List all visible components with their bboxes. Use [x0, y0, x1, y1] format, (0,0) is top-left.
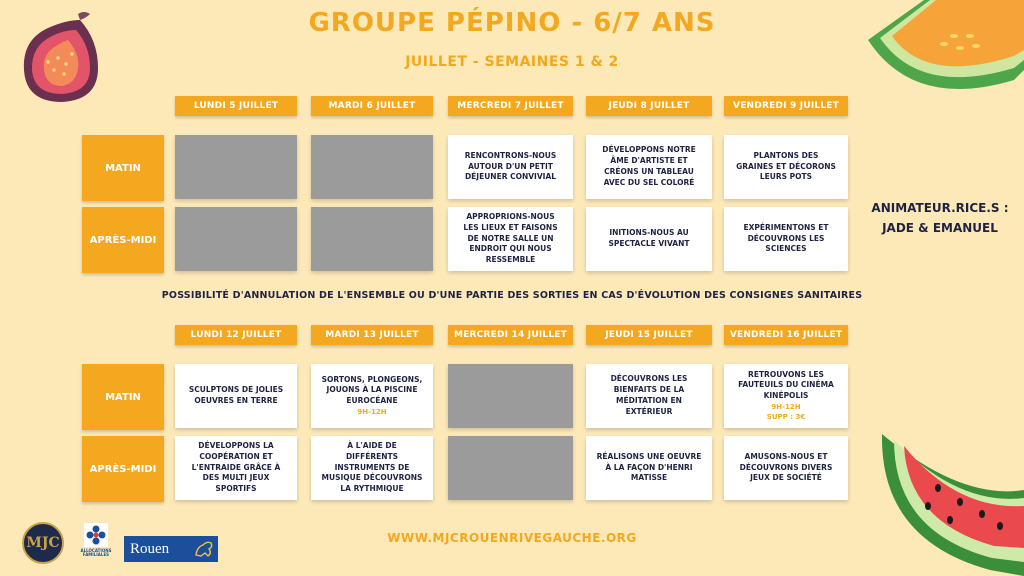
- cell-extra: SUPP : 3€: [766, 413, 806, 422]
- week1-day-4: JEUDI 8 JUILLET: [586, 96, 712, 116]
- week1-day-1: LUNDI 5 JUILLET: [175, 96, 297, 116]
- week2-morning-mon: [175, 364, 297, 428]
- sanitary-notice: POSSIBILITÉ D'ANNULATION DE L'ENSEMBLE OU D'UNE PARTIE DES SORTIES EN CAS D'ÉVOLUTION DES CONSIGNES SANITAIRES: [161, 290, 863, 301]
- cell-text: PLANTONS DES GRAINES ET DÉCORONS LEURS POTS: [736, 150, 836, 182]
- rouen-logo-text: Rouen: [130, 540, 170, 557]
- animators-names: JADE & EMANUEL: [882, 221, 998, 236]
- cell-text: RÉALISONS UNE OEUVRE À LA FAÇON D'HENRI MATISSE: [596, 451, 702, 483]
- cell-text: SCULPTONS DE JOLIES OEUVRES EN TERRE: [188, 385, 284, 405]
- watermelon-icon: [880, 430, 1024, 576]
- week1-morning-thu: [586, 135, 712, 199]
- cell-text: À L'AIDE DE DIFFÉRENTS INSTRUMENTS DE MUSIQUE DÉCOUVRONS LA RYTHMIQUE: [321, 440, 423, 494]
- week1-day-2: MARDI 6 JUILLET: [311, 96, 433, 116]
- cell-text: DÉVELOPPONS NOTRE ÂME D'ARTISTE ET CRÉONS UN TABLEAU AVEC DU SEL COLORÉ: [602, 145, 696, 187]
- week1-morning-fri: [724, 135, 848, 199]
- week2-morning-fri: [724, 364, 848, 428]
- page-subtitle: JUILLET - SEMAINES 1 & 2: [405, 54, 619, 70]
- week2-day-4: JEUDI 15 JUILLET: [586, 325, 712, 345]
- animators-block: [860, 198, 1020, 239]
- cell-text: DÉCOUVRONS LES BIENFAITS DE LA MÉDITATION EN EXTÉRIEUR: [610, 374, 688, 416]
- week2-afternoon-wed: [448, 436, 573, 500]
- week2-day-2: MARDI 13 JUILLET: [311, 325, 433, 345]
- caf-logo-text: ALLOCATIONS FAMILIALES: [80, 548, 112, 558]
- week2-morning-thu: [586, 364, 712, 428]
- rouen-logo: [124, 536, 218, 562]
- week1-morning-tue: [311, 135, 433, 199]
- caf-emblem-icon: [83, 522, 109, 548]
- cell-text: RENCONTRONS-NOUS AUTOUR D'UN PETIT DÉJEUNER CONVIVIAL: [464, 150, 557, 182]
- cell-time: 9H-12H: [357, 408, 387, 417]
- cell-time: 9H-12H: [771, 403, 801, 412]
- cell-text: RETROUVONS LES FAUTEUILS DU CINÉMA KINÉPOLIS: [738, 369, 834, 401]
- animators-label: ANIMATEUR.RICE.S :: [871, 201, 1009, 215]
- cell-text: EXPÉRIMENTONS ET DÉCOUVRONS LES SCIENCES: [743, 222, 829, 254]
- cell-text: AMUSONS-NOUS ET DÉCOUVRONS DIVERS JEUX DE SOCIÉTÉ: [739, 451, 833, 483]
- cell-text: DÉVELOPPONS LA COOPÉRATION ET L'ENTRAIDE GRÂCE À DES MULTI JEUX SPORTIFS: [191, 440, 281, 494]
- cell-text: APPROPRIONS-NOUS LES LIEUX ET FAISONS DE NOTRE SALLE UN ENDROIT QUI NOUS RESSEMBLE: [463, 211, 558, 265]
- week2-afternoon-label: APRÈS-MIDI: [82, 436, 164, 502]
- mjc-logo: [22, 522, 64, 564]
- week1-afternoon-thu: [586, 207, 712, 271]
- page-title: GROUPE PÉPINO - 6/7 ANS: [308, 8, 716, 38]
- week1-morning-label: MATIN: [82, 135, 164, 201]
- cell-text: SORTONS, PLONGEONS, JOUONS À LA PISCINE EUROCÉANE: [321, 374, 423, 406]
- week2-afternoon-fri: [724, 436, 848, 500]
- week1-afternoon-fri: [724, 207, 848, 271]
- week2-day-1: LUNDI 12 JUILLET: [175, 325, 297, 345]
- week2-morning-tue: [311, 364, 433, 428]
- caf-logo: [76, 522, 116, 564]
- week1-morning-mon: [175, 135, 297, 199]
- lion-icon: [193, 539, 215, 559]
- week2-afternoon-thu: [586, 436, 712, 500]
- week1-morning-wed: [448, 135, 573, 199]
- week2-afternoon-tue: [311, 436, 433, 500]
- week2-afternoon-mon: [175, 436, 297, 500]
- week1-day-5: VENDREDI 9 JUILLET: [724, 96, 848, 116]
- week2-day-5: VENDREDI 16 JUILLET: [724, 325, 848, 345]
- cell-text: INITIONS-NOUS AU SPECTACLE VIVANT: [608, 228, 690, 248]
- week2-day-3: MERCREDI 14 JUILLET: [448, 325, 573, 345]
- week1-afternoon-tue: [311, 207, 433, 271]
- website-link[interactable]: WWW.MJCROUENRIVEGAUCHE.ORG: [387, 531, 637, 545]
- week1-afternoon-wed: [448, 207, 573, 271]
- week2-morning-label: MATIN: [82, 364, 164, 430]
- week2-morning-wed: [448, 364, 573, 428]
- week1-afternoon-label: APRÈS-MIDI: [82, 207, 164, 273]
- week1-afternoon-mon: [175, 207, 297, 271]
- week1-day-3: MERCREDI 7 JUILLET: [448, 96, 573, 116]
- mjc-logo-text: MJC: [26, 535, 60, 551]
